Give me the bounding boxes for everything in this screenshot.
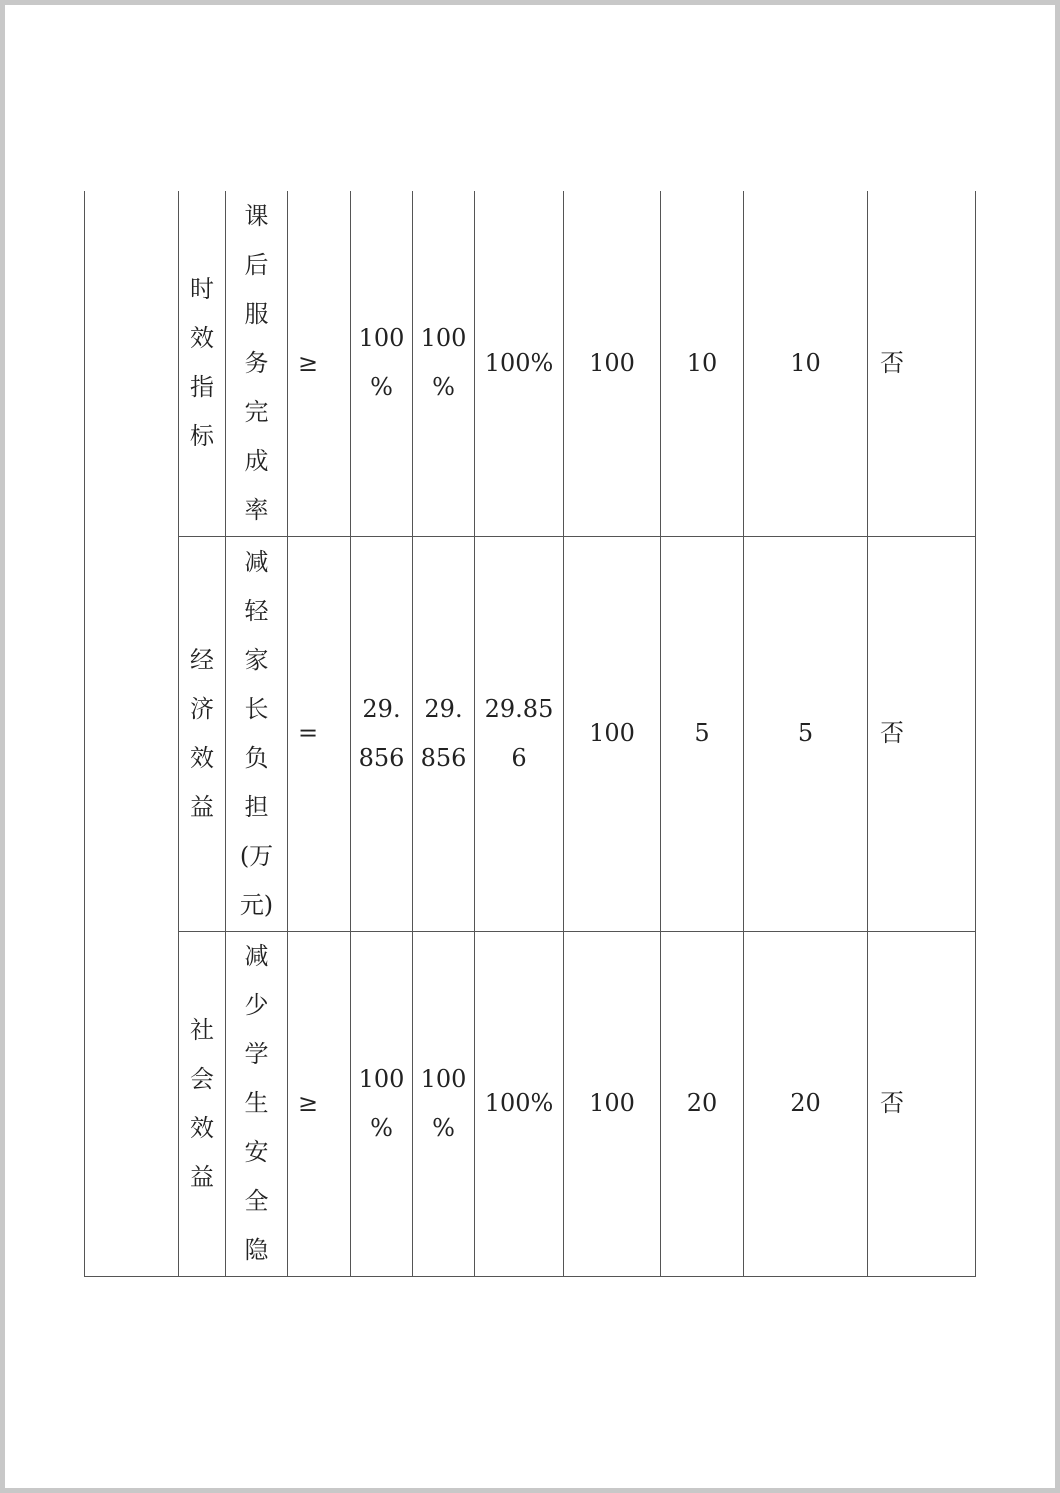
- operator-cell: ≥: [288, 191, 351, 536]
- completion-cell: 100: [564, 931, 661, 1276]
- table-row: [85, 931, 976, 1276]
- score-cell: 5: [744, 536, 868, 931]
- indicator-text: 课 后 服 务 完 成 率: [244, 201, 269, 524]
- actual-rate-cell: 29.85 6: [475, 536, 564, 931]
- actual-value-cell: 100 %: [413, 191, 475, 536]
- weight-cell: 10: [661, 191, 744, 536]
- indicator-cell: [226, 931, 288, 1276]
- indicator-text: 减 轻 家 长 负 担 (万 元): [239, 547, 274, 919]
- category-text: 时 效 指 标: [190, 275, 214, 451]
- indicator-cell: [226, 536, 288, 931]
- table-row: [85, 191, 976, 536]
- operator-cell: =: [288, 536, 351, 931]
- table-row: [85, 536, 976, 931]
- category-cell: [179, 931, 226, 1276]
- category-cell: [179, 536, 226, 931]
- indicator-cell: [226, 191, 288, 536]
- actual-rate-cell: 100%: [475, 191, 564, 536]
- document-page: [5, 5, 1055, 1488]
- weight-cell: 5: [661, 536, 744, 931]
- category-cell: [179, 191, 226, 536]
- category-text: 社 会 效 益: [190, 1015, 214, 1191]
- score-cell: 10: [744, 191, 868, 536]
- score-cell: 20: [744, 931, 868, 1276]
- first-level-cell: [85, 191, 179, 1276]
- deviation-cell: 否: [868, 536, 976, 931]
- operator-cell: ≥: [288, 931, 351, 1276]
- deviation-cell: 否: [868, 931, 976, 1276]
- performance-table: [84, 191, 976, 1277]
- target-cell: 100 %: [351, 191, 413, 536]
- completion-cell: 100: [564, 191, 661, 536]
- completion-cell: 100: [564, 536, 661, 931]
- target-cell: 29. 856: [351, 536, 413, 931]
- target-cell: 100 %: [351, 931, 413, 1276]
- deviation-cell: 否: [868, 191, 976, 536]
- actual-rate-cell: 100%: [475, 931, 564, 1276]
- weight-cell: 20: [661, 931, 744, 1276]
- actual-value-cell: 29. 856: [413, 536, 475, 931]
- category-text: 经 济 效 益: [190, 645, 214, 821]
- actual-value-cell: 100 %: [413, 931, 475, 1276]
- indicator-text: 减 少 学 生 安 全 隐: [244, 942, 269, 1264]
